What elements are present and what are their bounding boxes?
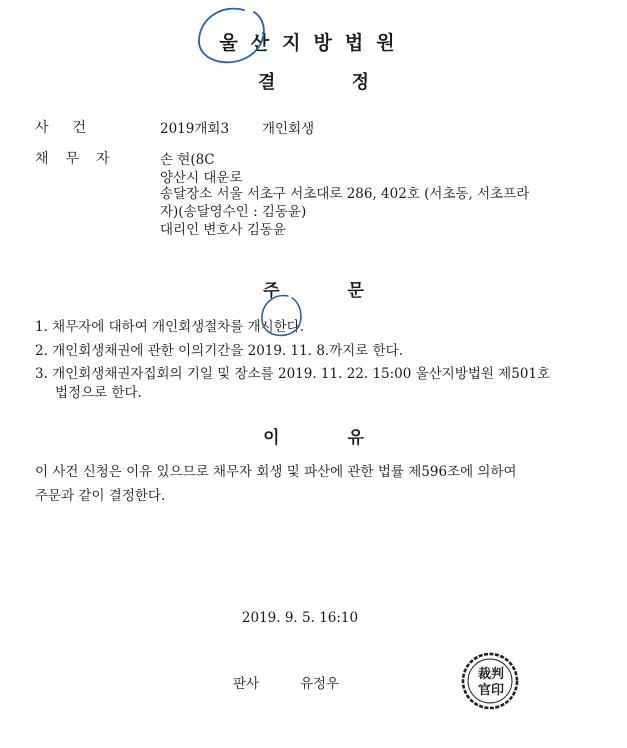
reason-line-1: 이 사건 신청은 이유 있으므로 채무자 회생 및 파산에 관한 법률 제596조에 의하여 [35,464,517,480]
debtor-label: 채무자 [35,151,127,167]
order-item-1: 1. 채무자에 대하여 개인회생절차를 개시한다. [35,319,305,335]
debtor-address: 양산시 대운로 [160,170,243,186]
judge-title: 판사 [233,676,260,692]
debtor-agent: 대리인 변호사 김동윤 [160,222,286,238]
svg-text:印: 印 [491,683,505,698]
case-type: 개인회생 [262,121,315,137]
case-label: 사건 [35,120,111,136]
service-place-line1: 송달장소 서울 서초구 서초대로 286, 402호 (서초동, 서초프라 [160,186,530,202]
svg-text:官: 官 [478,683,492,698]
decision-date: 2019. 9. 5. 16:10 [241,610,359,626]
reason-heading: 이 유 [263,428,364,448]
pen-circle-annotation-2-icon [258,292,304,342]
court-name: 울산지방법원 [219,32,408,54]
pen-circle-annotation-icon [192,4,274,70]
service-place-line2: 자)(송달영수인 : 김동윤) [160,204,307,220]
order-item-2: 2. 개인회생채권에 관한 이의기간을 2019. 11. 8.까지로 한다. [35,343,403,359]
document-title: 결 정 [257,72,370,93]
order-heading: 주 문 [263,281,364,301]
order-item-3-continued: 법정으로 한다. [55,385,142,401]
order-item-3: 3. 개인회생채권자집회의 기일 및 장소를 2019. 11. 22. 15:00 울산지방법원 제501호 [35,366,551,382]
reason-line-2: 주문과 같이 결정한다. [35,488,166,504]
judge-name: 유정우 [300,676,340,692]
svg-text:判: 判 [491,667,505,682]
debtor-name: 손 현(8C [160,152,215,168]
case-number: 2019개회3 [160,121,230,137]
svg-text:裁: 裁 [478,667,492,682]
judge-seal-icon [460,651,520,711]
